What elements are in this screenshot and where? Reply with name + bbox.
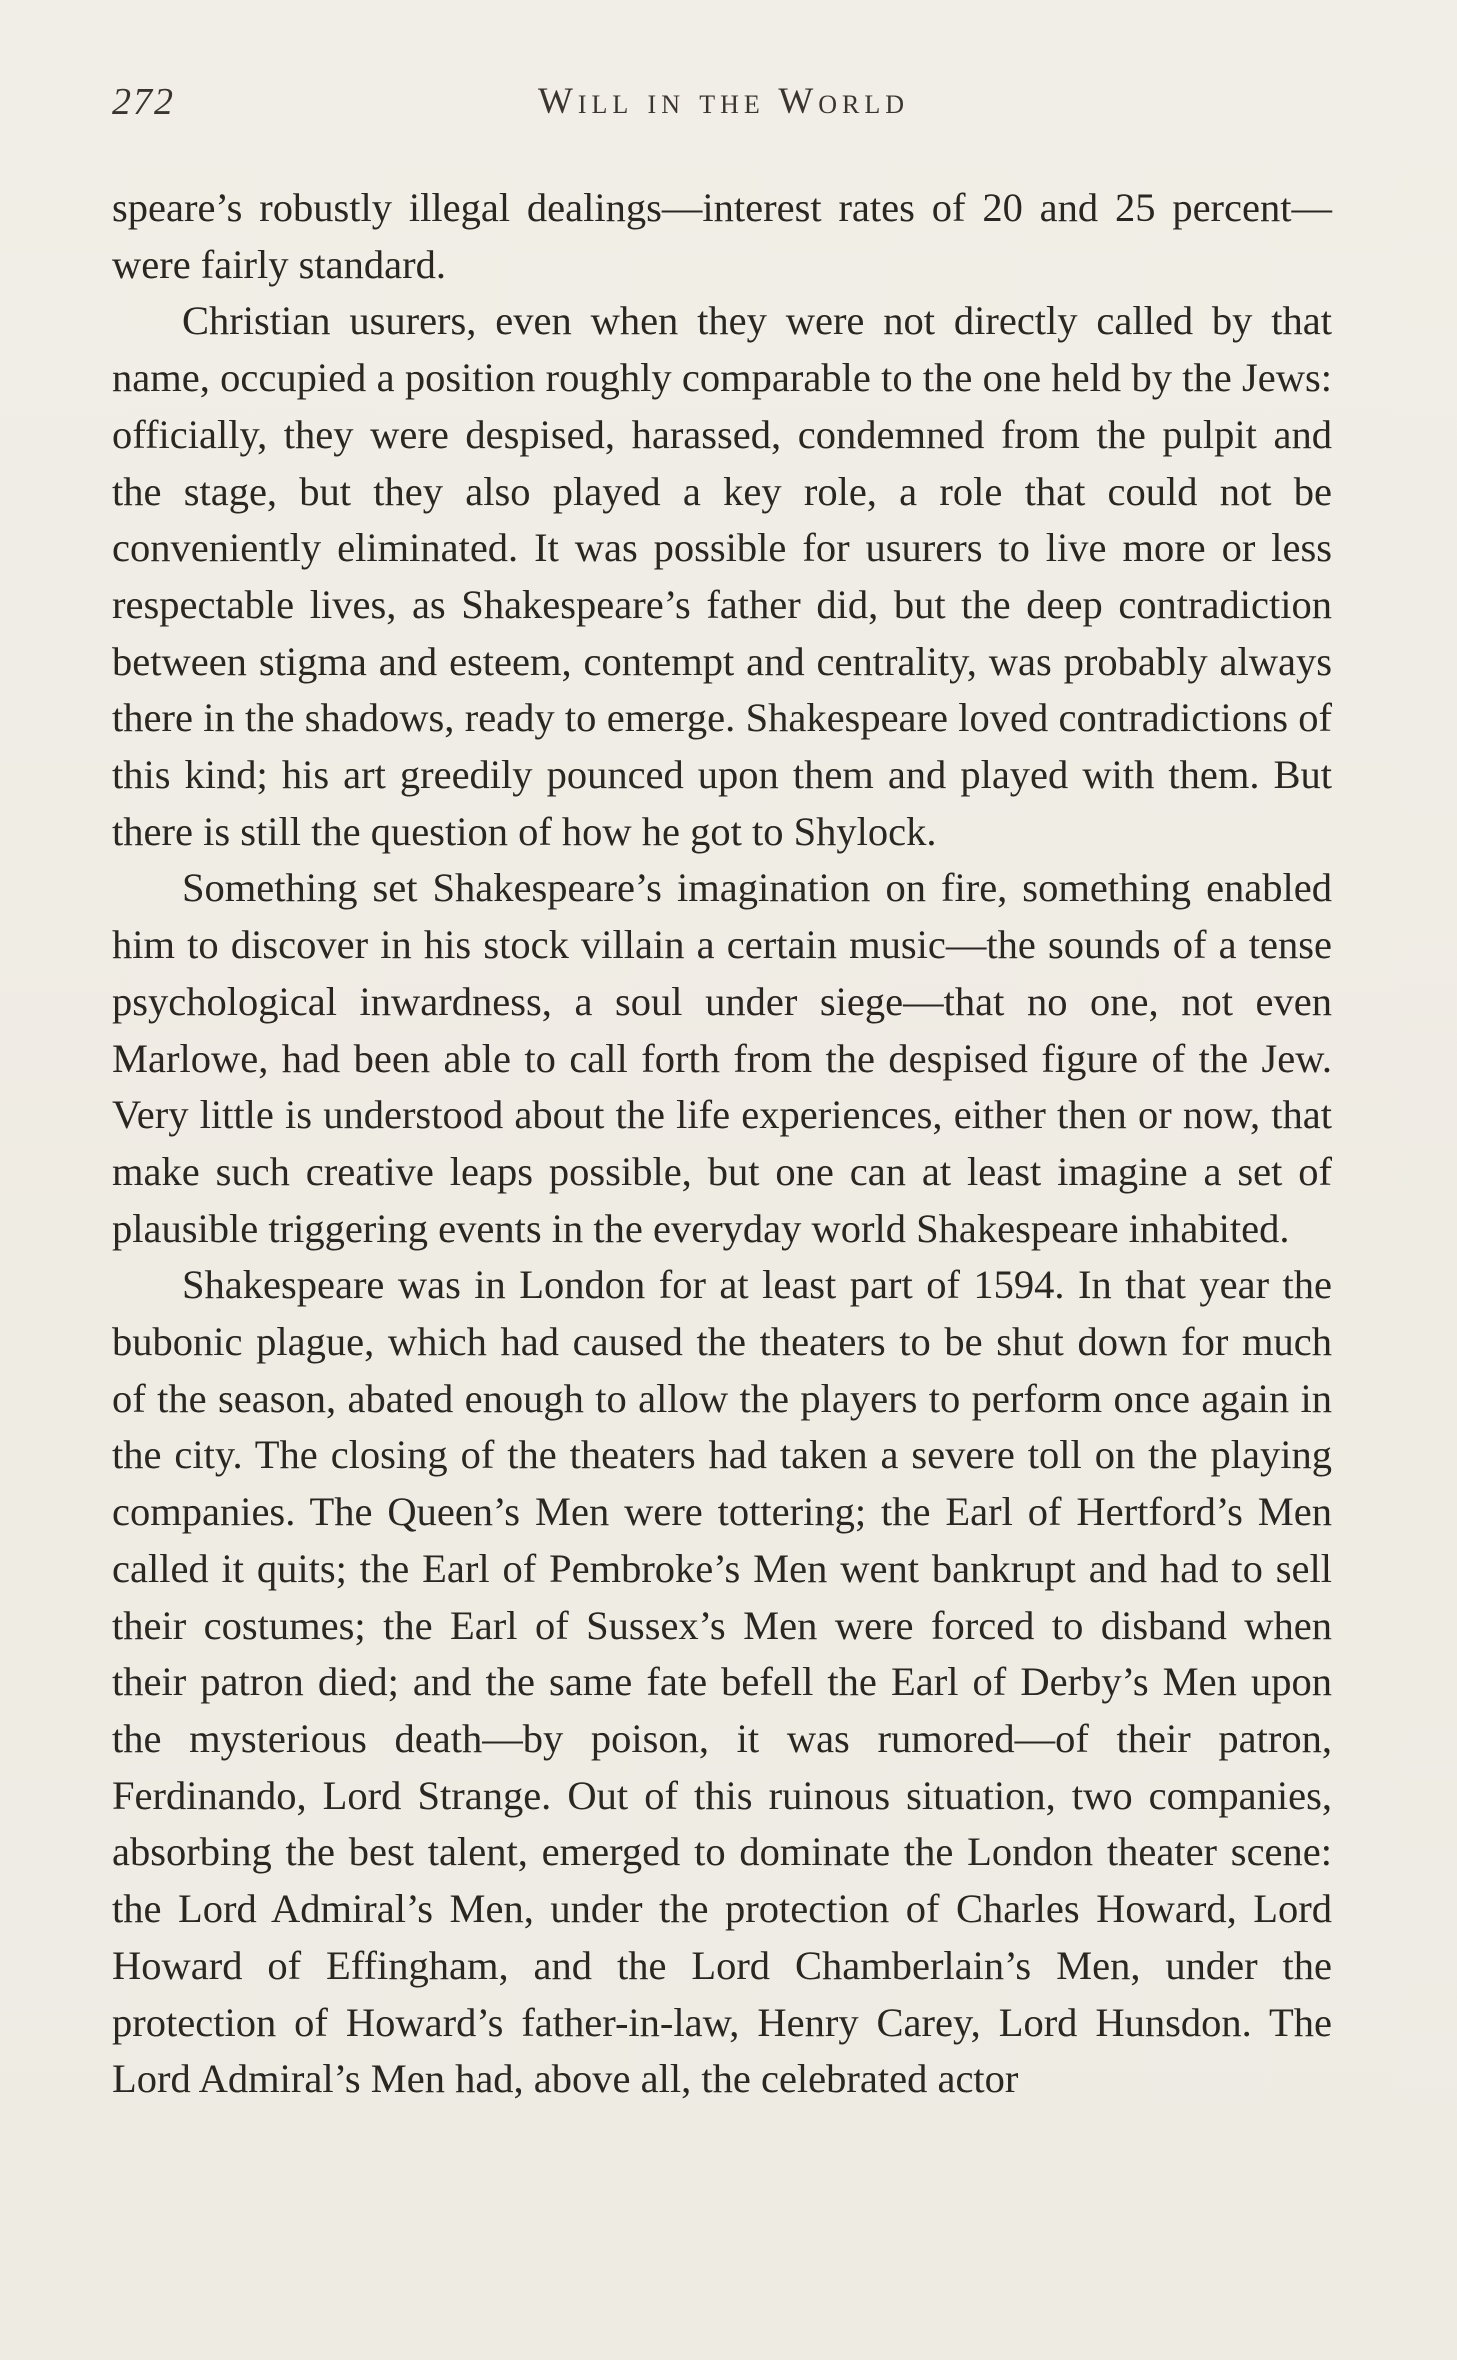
paragraph: Shakespeare was in London for at least part of 1594. In that year the bubonic plague, which had caused the theaters to be shut down for much of the season, abated enough to allow the players to perform once again in the city. The closing of the theaters had taken a severe toll on the playing companies. The Queen’s Men were tottering; the Earl of Hertford’s Men called it quits; the Earl of Pembroke’s Men went bankrupt and had to sell their costumes; the Earl of Sussex’s Men were forced to disband when their patron died; and the same fate befell the Earl of Derby’s Men upon the mysterious death—by poison, it was rumored—of their patron, Ferdinando, Lord Strange. Out of this ruinous situation, two companies, absorbing the best talent, emerged to dominate the London theater scene: the Lord Admiral’s Men, under the protection of Charles Howard, Lord Howard of Effingham, and the Lord Chamberlain’s Men, under the protection of Howard’s father-in-law, Henry Carey, Lord Hunsdon. The Lord Admiral’s Men had, above all, the celebrated actor [112,1262,1332,2102]
book-title: Will in the World [537,81,910,122]
page-number: 272 [112,81,175,123]
paragraph: Christian usurers, even when they were not directly called by that name, occupied a position roughly comparable to the one held by the Jews: officially, they were despised, harassed, condemned from the pulpit and the stage, but they also played a key role, a role that could not be conveniently eliminated. It was possible for usurers to live more or less respectable lives, as Shakespeare’s father did, but the deep contradiction between stigma and esteem, contempt and centrality, was probably always there in the shadows, ready to emerge. Shakespeare loved contradictions of this kind; his art greedily pounced upon them and played with them. But there is still the question of how he got to Shylock. [112,298,1332,854]
paragraph: speare’s robustly illegal dealings—interest rates of 20 and 25 percent—were fairly standard. [112,185,1332,287]
running-head [112,80,1335,130]
paragraph: Something set Shakespeare’s imagination on fire, something enabled him to discover in his stock villain a certain music—the sounds of a tense psychological inwardness, a soul under siege—that no one, not even Marlowe, had been able to call forth from the despised figure of the Jew. Very little is understood about the life experiences, either then or now, that make such creative leaps possible, but one can at least imagine a set of plausible triggering events in the everyday world Shakespeare inhabited. [112,865,1332,1251]
body-text [112,180,1332,2108]
